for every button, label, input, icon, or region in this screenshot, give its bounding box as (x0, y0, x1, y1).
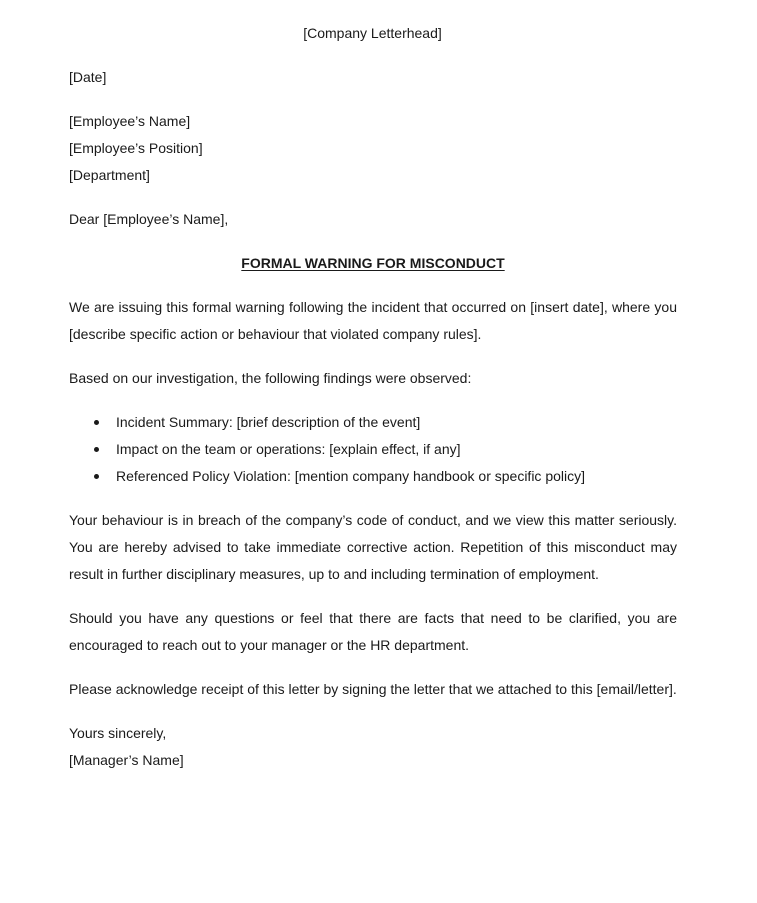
salutation: Dear [Employee’s Name], (69, 211, 229, 227)
subject-line (69, 250, 677, 277)
list-item (93, 409, 677, 436)
subject-text: FORMAL WARNING FOR MISCONDUCT (241, 255, 505, 271)
recipient-block (69, 108, 677, 189)
findings-intro-paragraph: Based on our investigation, the following findings were observed: (69, 370, 472, 386)
valediction: Yours sincerely, (69, 725, 167, 741)
letter-body (69, 20, 677, 774)
list-item (93, 436, 677, 463)
signatory-name: [Manager’s Name] (69, 752, 184, 768)
findings-list (69, 409, 677, 490)
intro-paragraph: We are issuing this formal warning following the incident that occurred on [insert date], where you [describe specific action or behaviour that violated company rules]. (69, 299, 677, 342)
acknowledge-paragraph: Please acknowledge receipt of this letter by signing the letter that we attached to this [email/letter]. (69, 681, 677, 697)
closing-block (69, 720, 677, 774)
finding-text: Referenced Policy Violation: [mention company handbook or specific policy] (116, 468, 585, 484)
recipient-position: [Employee’s Position] (69, 140, 203, 156)
list-item (93, 463, 677, 490)
finding-text: Impact on the team or operations: [explain effect, if any] (116, 441, 461, 457)
recipient-name: [Employee’s Name] (69, 113, 191, 129)
questions-paragraph: Should you have any questions or feel that there are facts that need to be clarified, you are encouraged to reach out to your manager or the HR department. (69, 610, 677, 653)
company-letterhead: [Company Letterhead] (303, 25, 442, 41)
letter-date: [Date] (69, 69, 107, 85)
finding-text: Incident Summary: [brief description of the event] (116, 414, 421, 430)
recipient-department: [Department] (69, 167, 150, 183)
breach-paragraph: Your behaviour is in breach of the company’s code of conduct, and we view this matter seriously. You are hereby advised to take immediate corrective action. Repetition of this misconduct may result in further disciplinary measures, up to and including termination of employment. (69, 512, 677, 582)
